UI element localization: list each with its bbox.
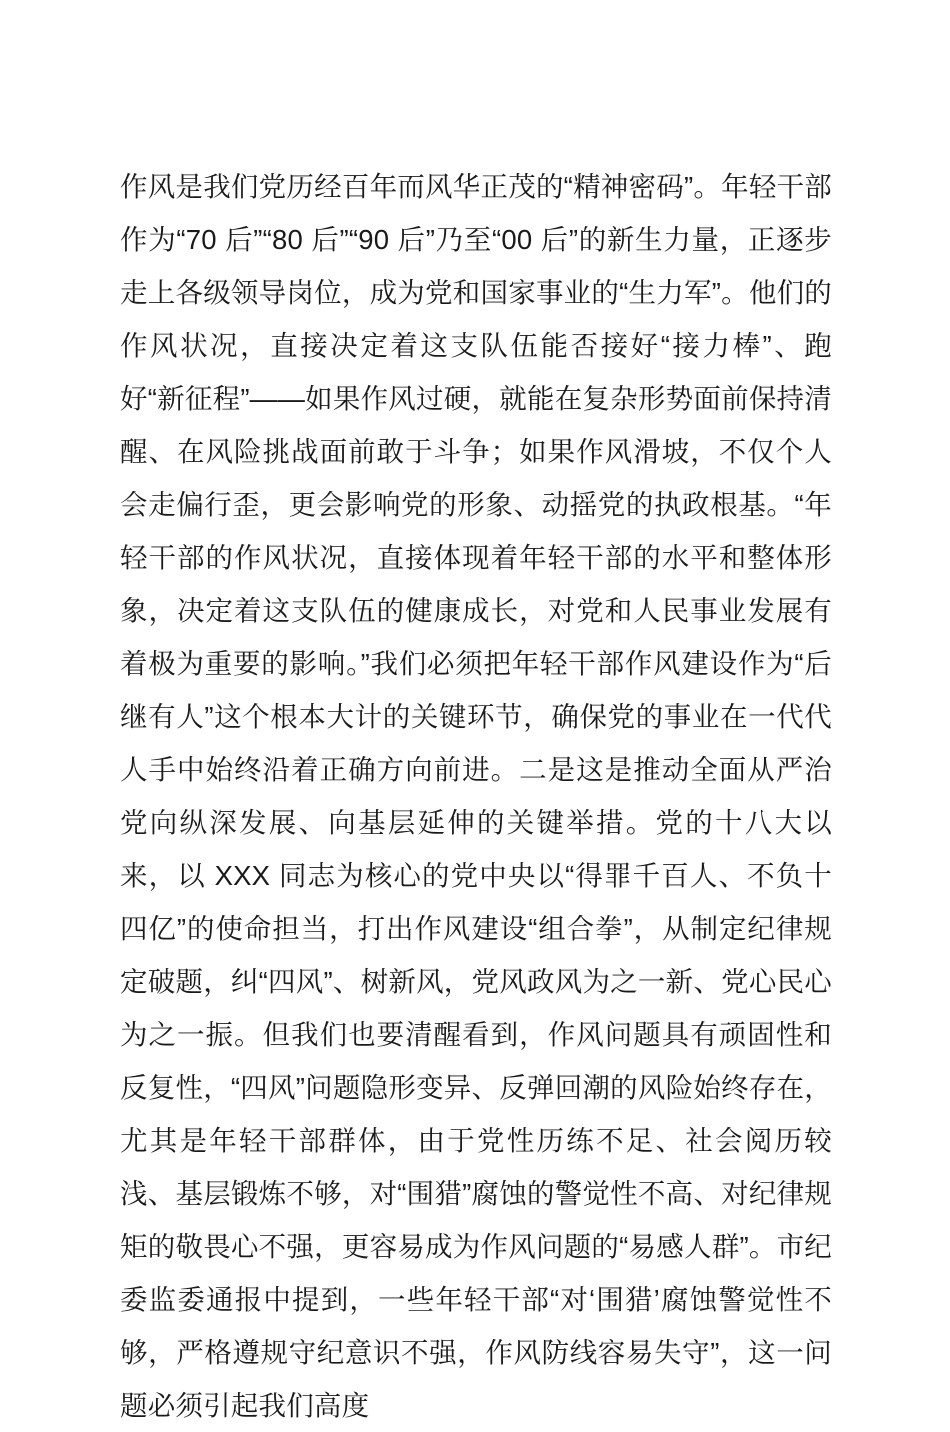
body-paragraph: 作风是我们党历经百年而风华正茂的“精神密码”。年轻干部作为“70 后”“80 后”“90 后”乃至“00 后”的新生力量，正逐步走上各级领导岗位，成为党和国家事业的“生力军”。他们的作风状况，直接决定着这支队伍能否接好“接力棒”、跑好“新征程”——如果作风过硬，就能在复杂形势面前保持清醒、在风险挑战面前敢于斗争；如果作风滑坡，不仅个人会走偏行歪，更会影响党的形象、动摇党的执政根基。“年轻干部的作风状况，直接体现着年轻干部的水平和整体形象，决定着这支队伍的健康成长，对党和人民事业发展有着极为重要的影响。”我们必须把年轻干部作风建设作为“后继有人”这个根本大计的关键环节，确保党的事业在一代代人手中始终沿着正确方向前进。二是这是推动全面从严治党向纵深发展、向基层延伸的关键举措。党的十八大以来，以 XXX 同志为核心的党中央以“得罪千百人、不负十四亿”的使命担当，打出作风建设“组合拳”，从制定纪律规定破题，纠“四风”、树新风，党风政风为之一新、党心民心为之一振。但我们也要清醒看到，作风问题具有顽固性和反复性，“四风”问题隐形变异、反弹回潮的风险始终存在，尤其是年轻干部群体，由于党性历练不足、社会阅历较浅、基层锻炼不够，对“围猎”腐蚀的警觉性不高、对纪律规矩的敬畏心不强，更容易成为作风问题的“易感人群”。市纪委监委通报中提到，一些年轻干部“对‘围猎’腐蚀警觉性不够，严格遵规守纪意识不强，作风防线容易失守”，这一问题必须引起我们高度	[120, 171, 832, 1421]
document-body	[120, 160, 832, 1432]
